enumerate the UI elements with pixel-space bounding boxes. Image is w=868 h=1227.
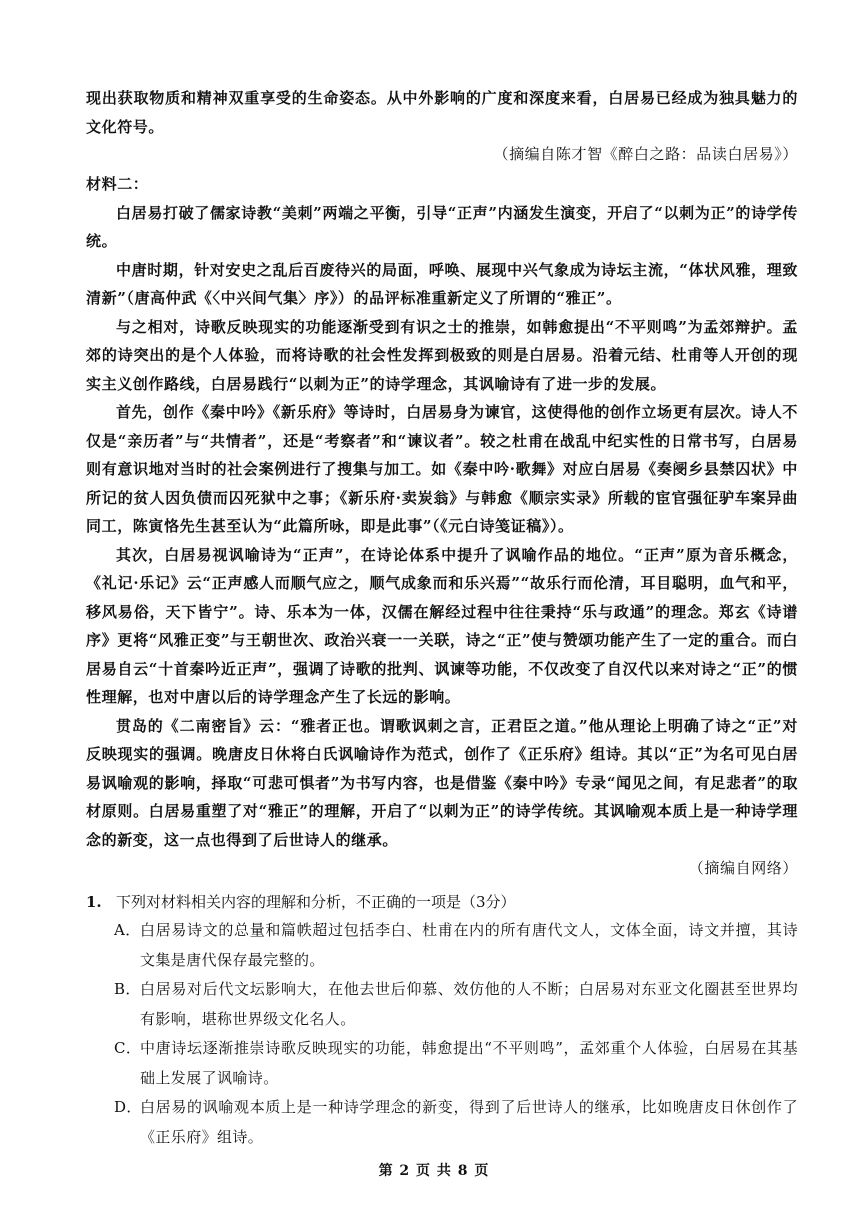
option-text: 白居易对后代文坛影响大，在他去世后仰慕、效仿他的人不断；白居易对东亚文化圈甚至世界均有影响，堪称世界级文化名人。 [140,980,798,1028]
material-2-paragraph-2: 中唐时期，针对安史之乱后百废待兴的局面，呼唤、展现中兴气象成为诗坛主流，“体状风雅，理致清新”（唐高仲武《〈中兴间气集〉序》）的品评标准重新定义了所谓的“雅正”。 [86,260,798,307]
material-2-paragraph-1: 白居易打破了儒家诗教“美刺”两端之平衡，引导“正声”内涵发生演变，开启了“以刺为正”的诗学传统。 [86,203,798,250]
option-letter: C． [114,1039,142,1057]
page-footer: 第 2 页 共 8 页 [378,1163,490,1179]
option-text: 白居易诗文的总量和篇帙超过包括李白、杜甫在内的所有唐代文人，文体全面，诗文并擅，其诗文集是唐代保存最完整的。 [140,921,798,969]
source-1-text: （摘编自陈才智《醉白之路：品读白居易》） [493,145,798,163]
source-2-text: （摘编自网络） [688,859,798,877]
option-text: 中唐诗坛逐渐推崇诗歌反映现实的功能，韩愈提出“不平则鸣”，孟郊重个人体验，白居易在其基础上发展了讽喻诗。 [140,1039,798,1087]
intro-section [86,84,798,141]
question-1 [86,888,798,1152]
material-2-heading: 材料二： [86,175,149,193]
option-c[interactable] [86,1034,798,1093]
option-text: 白居易的讽喻观本质上是一种诗学理念的新变，得到了后世诗人的继承，比如晚唐皮日休创作了《正乐府》组诗。 [140,1098,798,1146]
option-d[interactable] [86,1093,798,1152]
option-b[interactable] [86,975,798,1034]
source-citation-1 [86,140,798,169]
intro-paragraph: 现出获取物质和精神双重享受的生命姿态。从中外影响的广度和深度来看，白居易已经成为独具魅力的文化符号。 [86,89,798,136]
question-text: 下列对材料相关内容的理解和分析，不正确的一项是（3分） [116,893,516,911]
question-number: 1. [86,893,102,911]
option-letter: D． [114,1098,142,1116]
material-2-paragraph-4: 首先，创作《秦中吟》《新乐府》等诗时，白居易身为谏官，这使得他的创作立场更有层次。诗人不仅是“亲历者”与“共情者”，还是“考察者”和“谏议者”。较之杜甫在战乱中纪实性的日常书写，白居易则有意识地对当时的社会案例进行了搜集与加工。如《秦中吟·歌舞》对应白居易《奏阌乡县禁囚状》中所记的贫人因负债而囚死狱中之事；《新乐府·卖炭翁》与韩愈《顺宗实录》所载的宦官强征驴车案异曲同工，陈寅恪先生甚至认为“此篇所咏，即是此事”（《元白诗笺证稿》）。 [86,403,798,535]
option-letter: B． [114,980,141,998]
material-2-paragraph-6: 贯岛的《二南密旨》云：“雅者正也。谓歌讽刺之言，正君臣之道。”他从理论上明确了诗之“正”对反映现实的强调。晚唐皮日休将白氏讽喻诗作为范式，创作了《正乐府》组诗。其以“正”为名可见白居易讽喻观的影响，择取“可悲可惧者”为书写内容，也是借鉴《秦中吟》专录“闻见之间，有足悲者”的取材原则。白居易重塑了对“雅正”的理解，开启了“以刺为正”的诗学传统。其讽喻观本质上是一种诗学理念的新变，这一点也得到了后世诗人的继承。 [86,716,798,849]
material-2-section [86,170,798,883]
option-a[interactable] [86,916,798,975]
material-2-paragraph-5: 其次，白居易视讽喻诗为“正声”，在诗论体系中提升了讽喻作品的地位。“正声”原为音乐概念，《礼记·乐记》云“正声感人而顺气应之，顺气成象而和乐兴焉”“故乐行而伦清，耳目聪明，血气和平，移风易俗，天下皆宁”。诗、乐本为一体，汉儒在解经过程中往往秉持“乐与政通”的理念。郑玄《诗谱序》更将“风雅正变”与王朝世次、政治兴衰一一关联，诗之“正”使与赞颂功能产生了一定的重合。而白居易自云“十首秦吟近正声”，强调了诗歌的批判、讽谏等功能，不仅改变了自汉代以来对诗之“正”的惯性理解，也对中唐以后的诗学理念产生了长远的影响。 [86,545,798,706]
option-letter: A． [114,921,141,939]
material-2-paragraph-3: 与之相对，诗歌反映现实的功能逐渐受到有识之士的推崇，如韩愈提出“不平则鸣”为孟郊辩护。孟郊的诗突出的是个人体验，而将诗歌的社会性发挥到极致的则是白居易。沿着元结、杜甫等人开创的现实主义创作路线，白居易践行“以刺为正”的诗学理念，其讽喻诗有了进一步的发展。 [86,317,798,393]
question-stem [86,888,798,916]
